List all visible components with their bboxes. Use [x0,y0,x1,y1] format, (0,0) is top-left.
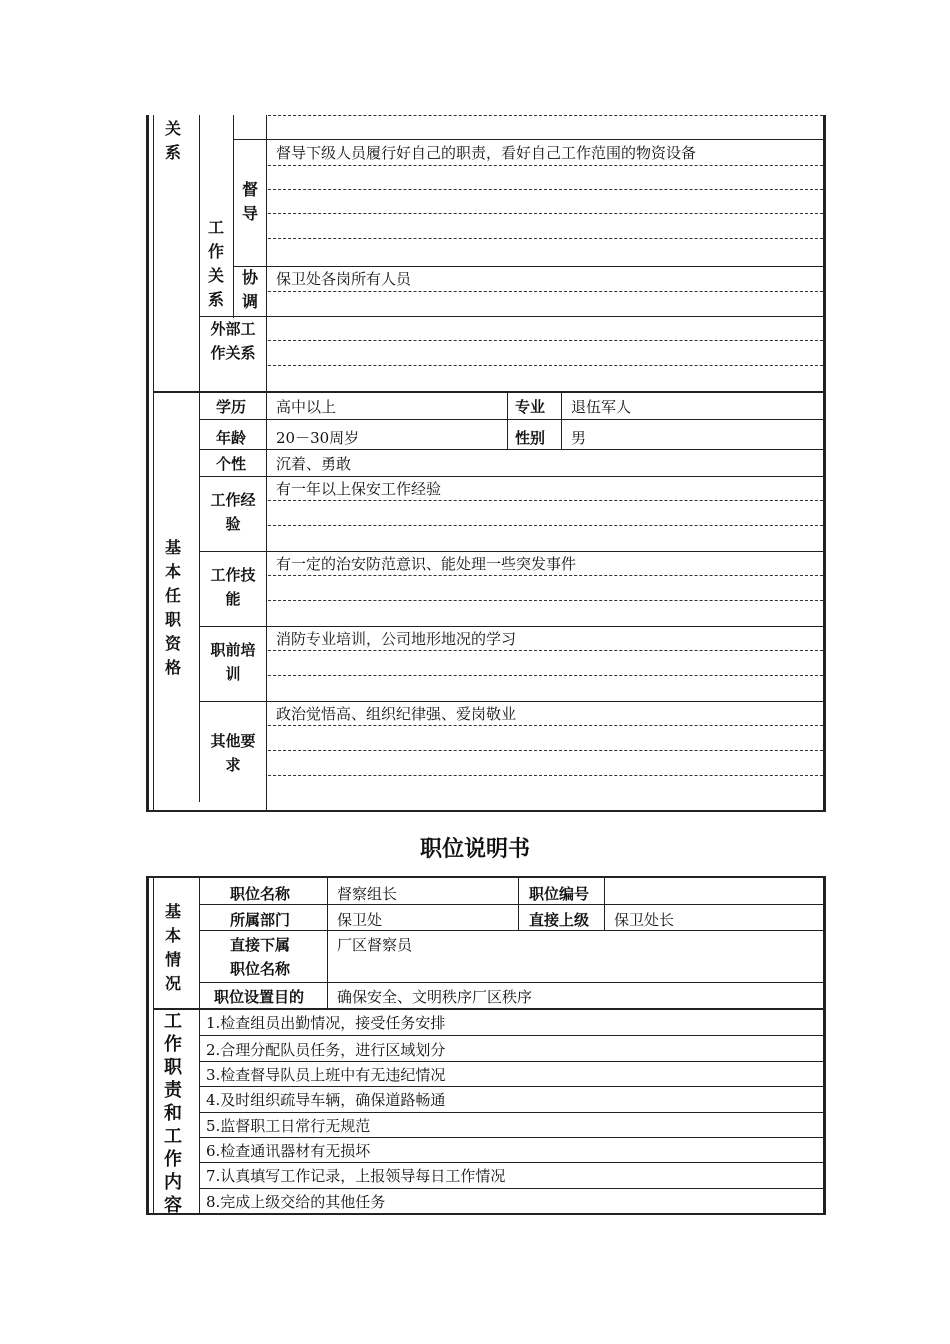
purpose-label: 职位设置目的 [214,988,305,1006]
gender-value: 男 [571,429,587,447]
education-label: 学历 [216,398,247,416]
supervise-label: 督导 [241,180,258,223]
row-divider [199,982,825,983]
age-value: 20－30周岁 [276,429,360,447]
relations-label: 关系 [164,119,181,162]
row-divider [199,1086,825,1087]
other-requirements-value: 政治觉悟高、组织纪律强、爱岗敬业 [276,705,517,723]
duty-item: 1.检查组员出勤情况，接受任务安排 [206,1014,446,1032]
row-divider [199,1162,825,1163]
col-divider [266,115,267,812]
department-label: 所属部门 [230,911,291,929]
department-value: 保卫处 [337,911,383,929]
table-right-border [823,115,826,812]
rule-line [268,650,823,651]
col-divider [199,115,200,802]
position-name-label: 职位名称 [230,885,291,903]
rule-line [268,238,823,239]
row-divider [199,1188,825,1189]
education-value: 高中以上 [276,398,337,416]
basic-info-label: 基本情况 [164,902,181,993]
age-label: 年龄 [216,429,247,447]
rule-line [268,213,823,214]
duty-item: 5.监督职工日常行无规范 [206,1117,371,1135]
section-divider [153,1008,825,1010]
duty-item: 6.检查通讯器材有无损坏 [206,1142,371,1160]
rule-line [268,165,823,166]
row-divider [199,930,825,931]
rule-line [268,575,823,576]
row-divider [233,139,825,140]
row-divider [199,626,825,627]
duties-label: 工作职责和工作内容 [164,1011,182,1216]
supervise-text: 督导下级人员履行好自己的职责，看好自己工作范围的物资设备 [276,144,697,162]
work-relations-label: 工作关系 [207,218,224,309]
duty-item: 4.及时组织疏导车辆，确保道路畅通 [206,1091,446,1109]
major-value: 退伍军人 [571,398,632,416]
superior-label: 直接上级 [529,911,590,929]
table-bottom-border [146,1213,826,1215]
training-label: 职前培训 [210,641,256,683]
skills-value: 有一定的治安防范意识、能处理一些突发事件 [276,555,577,573]
rule-line [268,750,823,751]
duty-item: 2.合理分配队员任务，进行区域划分 [206,1041,446,1059]
col-divider [518,876,519,930]
row-divider [199,701,825,702]
rule-line [268,365,823,366]
skills-label: 工作技能 [210,566,256,608]
rule-line [268,340,823,341]
experience-value: 有一年以上保安工作经验 [276,480,442,498]
table-left-inner-border [153,876,154,1215]
personality-label: 个性 [216,455,247,473]
rule-line [268,675,823,676]
experience-label: 工作经验 [210,491,256,533]
personality-value: 沉着、勇敢 [276,455,352,473]
document-title: 职位说明书 [419,837,530,862]
row-divider [199,476,825,477]
row-divider [199,1061,825,1062]
rule-line [268,600,823,601]
rule-line [268,500,823,501]
major-label: 专业 [515,398,546,416]
row-divider [233,266,825,267]
table-left-border [146,115,149,812]
gender-label: 性别 [515,429,546,447]
superior-value: 保卫处长 [614,911,675,929]
col-divider [199,876,200,1215]
col-divider [604,876,605,930]
row-divider [199,1112,825,1113]
table-top-border [146,876,826,878]
row-divider [199,1035,825,1036]
section-divider [153,391,825,393]
col-divider [327,876,328,1008]
subordinate-label-line2: 职位名称 [230,960,291,978]
rule-line [268,291,823,292]
training-value: 消防专业培训，公司地形地况的学习 [276,630,517,648]
subordinate-value: 厂区督察员 [337,936,413,954]
duty-item: 3.检查督导队员上班中有无违纪情况 [206,1066,446,1084]
external-relations-label: 外部工作关系 [210,320,256,362]
row-divider [199,449,825,450]
table-bottom-border [146,810,825,812]
table-left-border [146,876,149,1215]
row-divider [199,1137,825,1138]
coordinate-label: 协调 [241,268,258,311]
qualification-label: 基本任职资格 [164,538,181,677]
rule-line [268,115,823,116]
table-left-inner-border [153,115,154,812]
col-divider [507,393,508,449]
row-divider [199,316,825,317]
rule-line [268,725,823,726]
rule-line [268,189,823,190]
position-name-value: 督察组长 [337,885,398,903]
row-divider [199,551,825,552]
col-divider [561,393,562,449]
col-divider [233,115,234,318]
purpose-value: 确保安全、文明秩序厂区秩序 [337,988,533,1006]
subordinate-label-line1: 直接下属 [230,936,291,954]
position-no-label: 职位编号 [529,885,590,903]
row-divider [199,904,825,905]
duty-item: 7.认真填写工作记录，上报领导每日工作情况 [206,1167,506,1185]
rule-line [268,525,823,526]
table-right-border [823,876,826,1215]
rule-line [268,775,823,776]
other-requirements-label: 其他要求 [210,732,256,774]
row-divider [199,419,825,420]
duty-item: 8.完成上级交给的其他任务 [206,1193,386,1211]
coordinate-text: 保卫处各岗所有人员 [276,270,412,288]
